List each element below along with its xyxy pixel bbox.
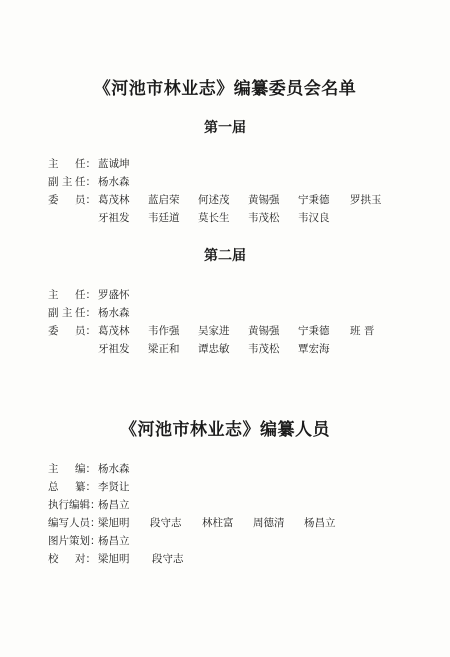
deputy-name: 杨水森 — [98, 176, 130, 188]
staff-name: 杨昌立 — [98, 499, 130, 511]
member-name: 韦廷道 — [148, 212, 180, 224]
member-name: 谭忠敏 — [198, 343, 230, 355]
term-1-members-row: 委 员： 葛茂林 蓝启荣 何述茂 黄锡强 宁秉德 罗拱玉 — [0, 191, 450, 209]
member-name: 葛茂林 — [98, 325, 130, 337]
member-name: 何述茂 — [198, 194, 230, 206]
member-name: 黄锡强 — [248, 194, 280, 206]
director-name: 罗盛怀 — [98, 289, 130, 301]
member-name: 牙祖发 — [98, 212, 130, 224]
member-name: 韦茂松 — [248, 343, 280, 355]
term-1-director-row: 主 任： 蓝诚坤 — [0, 155, 450, 173]
member-name: 罗拱玉 — [350, 194, 382, 206]
director-name: 蓝诚坤 — [98, 158, 130, 170]
member-name: 牙祖发 — [98, 343, 130, 355]
staff-name: 杨水森 — [98, 463, 130, 475]
term-2-members-row: 委 员： 葛茂林 韦作强 吴家进 黄锡强 宁秉德 班 晋 — [0, 322, 450, 340]
staff-name: 林柱富 — [202, 517, 234, 529]
member-name: 蓝启荣 — [148, 194, 180, 206]
member-name: 黄锡强 — [248, 325, 280, 337]
deputy-name: 杨水森 — [98, 307, 130, 319]
member-name: 莫长生 — [198, 212, 230, 224]
staff-row-writers — [0, 514, 450, 532]
member-name: 韦茂松 — [248, 212, 280, 224]
term-2-deputy-row: 副 主 任： 杨水森 — [0, 304, 450, 322]
staff-name: 段守志 — [150, 517, 182, 529]
member-name: 宁秉德 — [298, 325, 330, 337]
member-name: 宁秉德 — [298, 194, 330, 206]
staff-name: 梁旭明 — [98, 517, 130, 529]
term-1-deputy-row: 副 主 任： 杨水森 — [0, 173, 450, 191]
member-name: 覃宏海 — [298, 343, 330, 355]
staff-name: 梁旭明 — [98, 553, 130, 565]
member-name: 韦汉良 — [298, 212, 330, 224]
staff-row-chief-editor: 主 编： 杨水森 — [0, 460, 450, 478]
staff-name: 杨昌立 — [98, 535, 130, 547]
member-name: 韦作强 — [148, 325, 180, 337]
term-1-members-row-2 — [0, 209, 450, 227]
staff-row-compiler: 总 纂： 李贤让 — [0, 478, 450, 496]
staff-row-executive-editor — [0, 496, 450, 514]
term-2-members-row-2 — [0, 340, 450, 358]
writers-label: 编写人员： — [48, 517, 101, 529]
staff-row-proofreader: 校 对： 梁旭明 段守志 — [0, 550, 450, 568]
term-2-heading: 第二届 — [204, 248, 246, 264]
member-name: 吴家进 — [198, 325, 230, 337]
staff-name: 周德清 — [253, 517, 285, 529]
term-1-heading: 第一届 — [204, 120, 246, 136]
staff-row-photo-planner — [0, 532, 450, 550]
staff-name: 杨昌立 — [304, 517, 336, 529]
committee-title: 《河池市林业志》编纂委员会名单 — [93, 79, 357, 99]
executive-editor-label: 执行编辑： — [48, 499, 101, 511]
staff-title: 《河池市林业志》编纂人员 — [120, 420, 330, 440]
member-name: 班 晋 — [350, 325, 375, 337]
member-name: 葛茂林 — [98, 194, 130, 206]
term-2-director-row: 主 任： 罗盛怀 — [0, 286, 450, 304]
photo-planner-label: 图片策划： — [48, 535, 101, 547]
staff-name: 段守志 — [152, 553, 184, 565]
staff-name: 李贤让 — [98, 481, 130, 493]
member-name: 梁正和 — [148, 343, 180, 355]
